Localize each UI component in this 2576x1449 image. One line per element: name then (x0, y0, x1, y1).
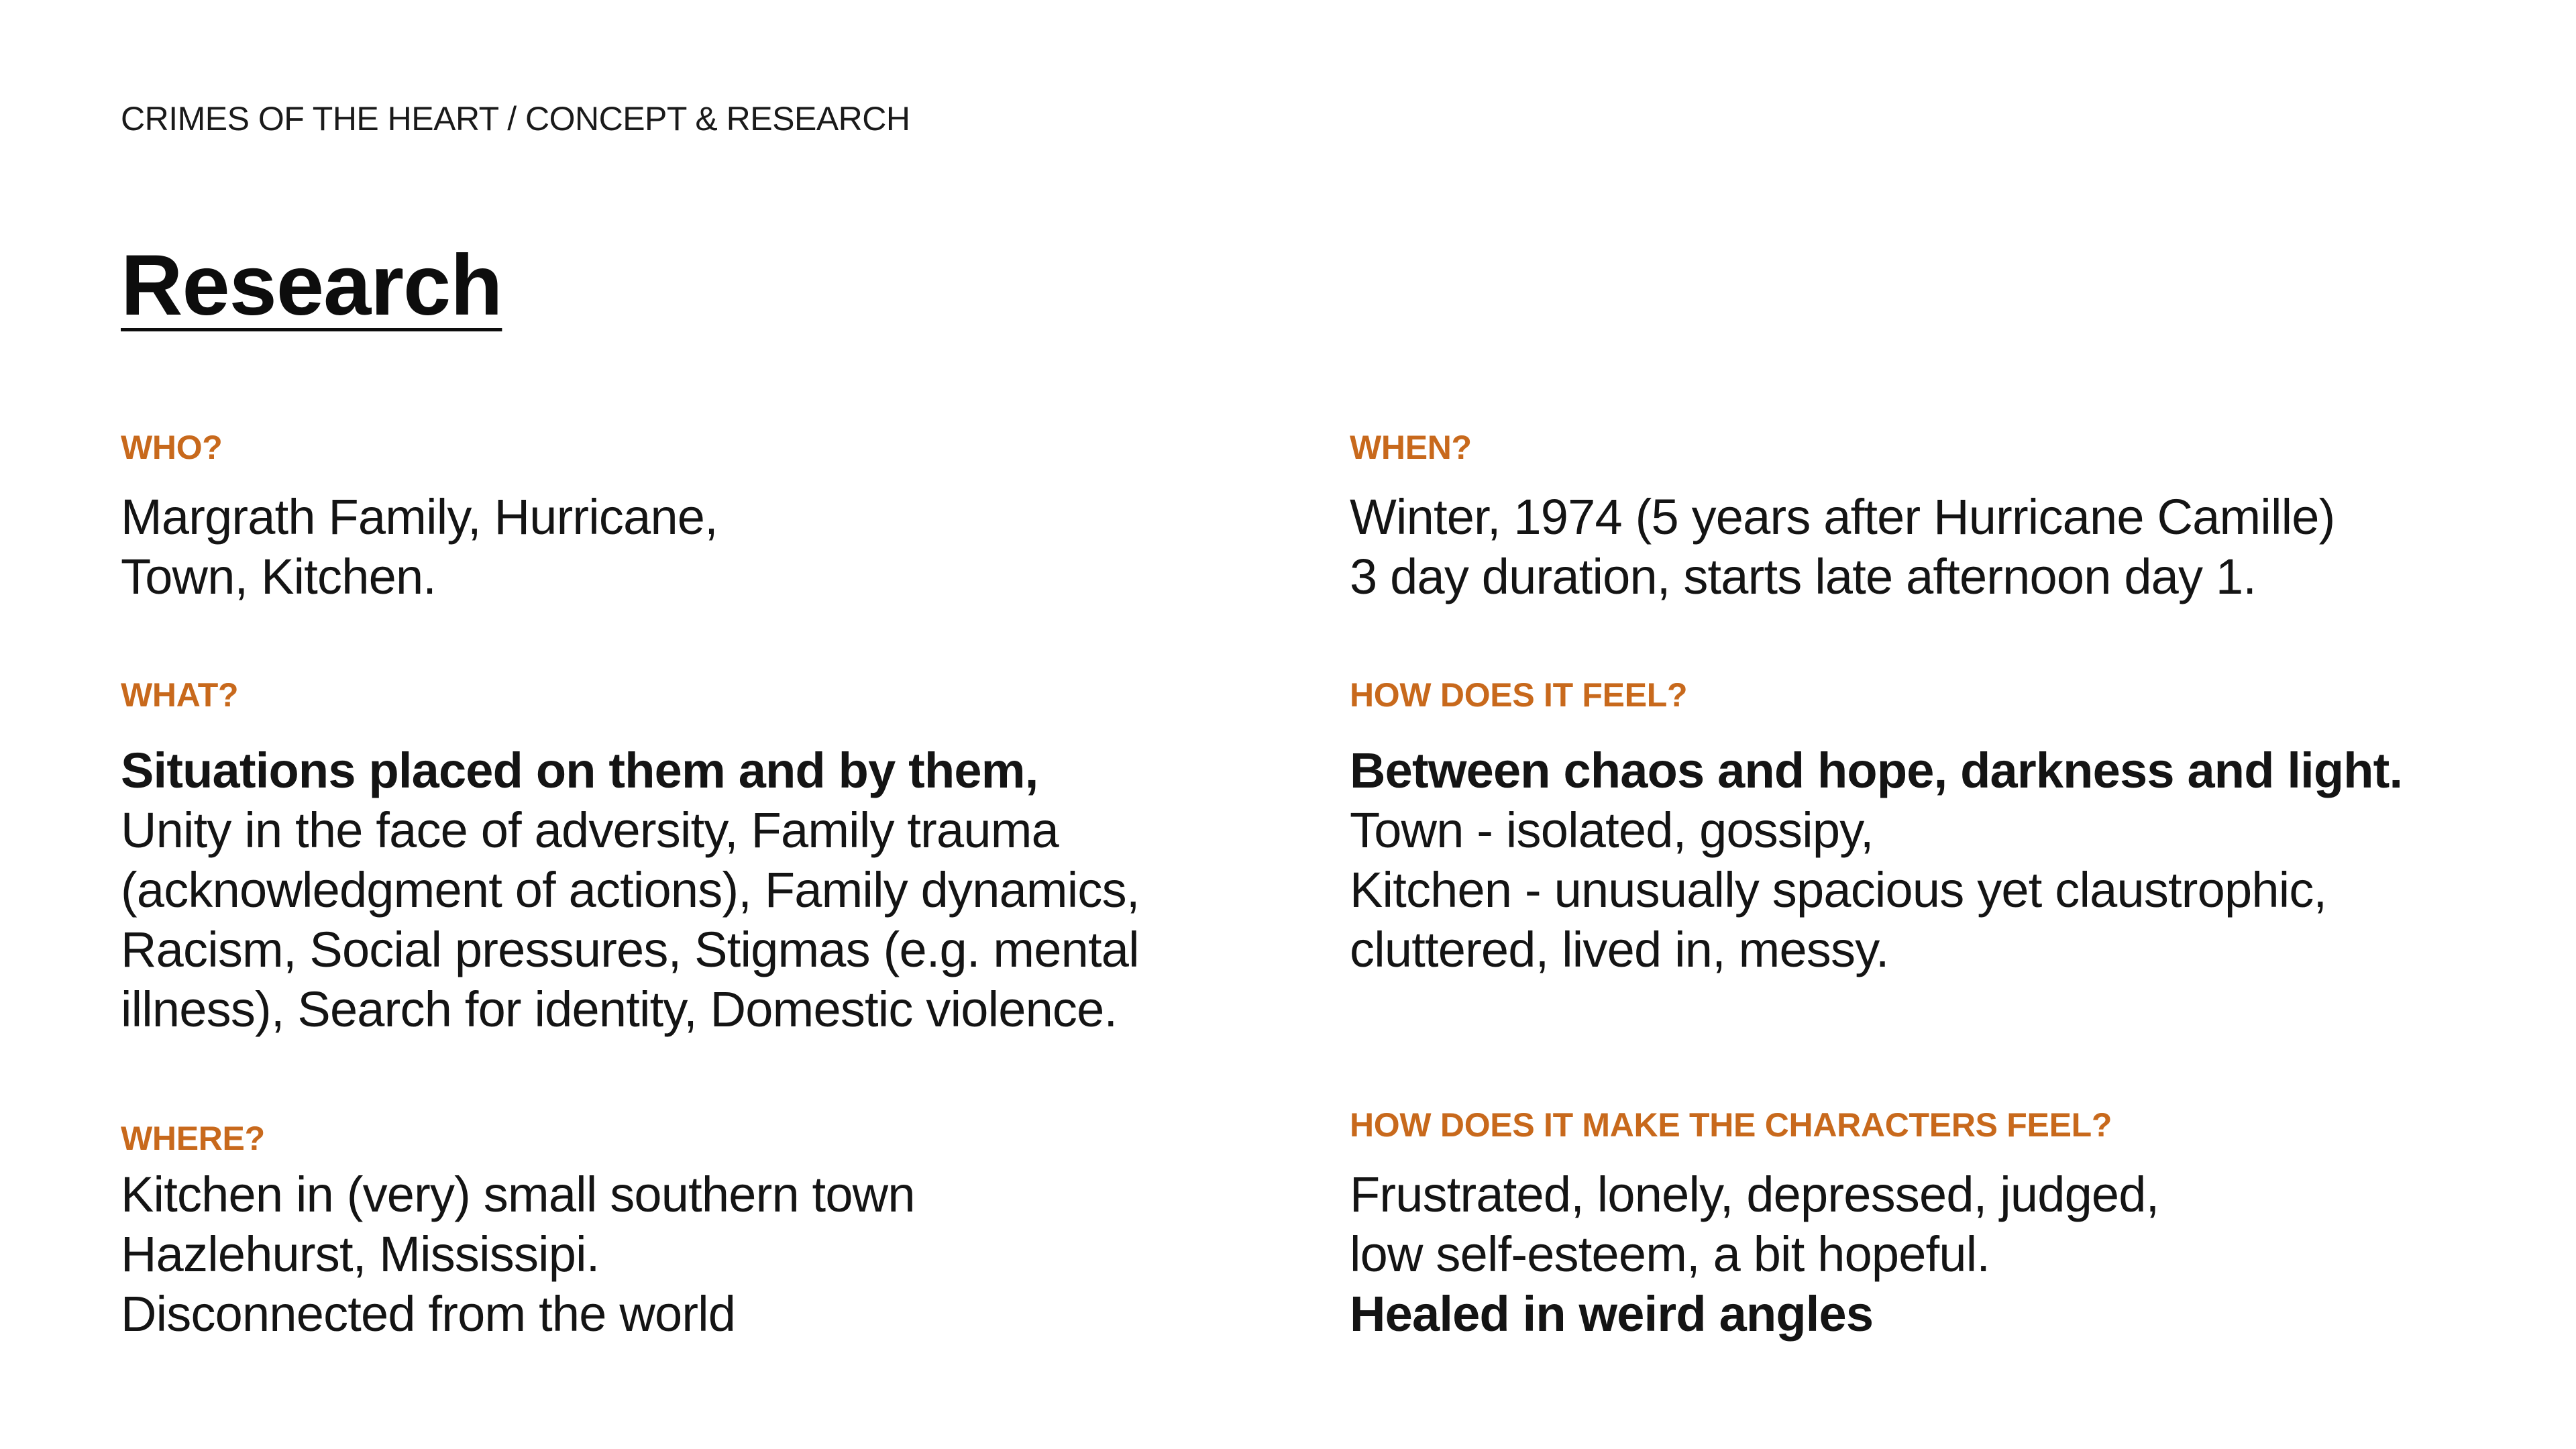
section-text-line: Frustrated, lonely, depressed, judged, (1350, 1167, 2159, 1222)
section-text-line: (acknowledgment of actions), Family dynamics, (121, 862, 1140, 918)
section-text-line: Unity in the face of adversity, Family trauma (121, 802, 1059, 858)
section-text-line: Kitchen - unusually spacious yet claustrophic, (1350, 862, 2327, 918)
section-characters-feel (1350, 1108, 2504, 1344)
section-text-line: low self-esteem, a bit hopeful. (1350, 1226, 1990, 1282)
section-text-line: Town - isolated, gossipy, (1350, 802, 1874, 858)
page-title: Research (121, 237, 502, 333)
section-what (121, 678, 1275, 1039)
section-text-line: cluttered, lived in, messy. (1350, 922, 1889, 977)
section-emphasis-line: Between chaos and hope, darkness and light. (1350, 743, 2403, 798)
section-where (121, 1122, 1275, 1344)
section-who (121, 431, 1275, 606)
section-label: WHO? (121, 429, 223, 466)
section-text-line: 3 day duration, starts late afternoon day 1. (1350, 549, 2257, 604)
breadcrumb: CRIMES OF THE HEART / CONCEPT & RESEARCH (121, 100, 910, 138)
section-emphasis-line: Healed in weird angles (1350, 1286, 1874, 1342)
section-body (121, 1165, 1275, 1344)
section-body (121, 741, 1275, 1039)
section-text-line: illness), Search for identity, Domestic violence. (121, 981, 1118, 1037)
section-emphasis-line: Situations placed on them and by them, (121, 743, 1038, 798)
section-label: WHEN? (1350, 429, 1472, 466)
section-how-does-it-feel (1350, 678, 2504, 979)
section-text-line: Winter, 1974 (5 years after Hurricane Camille) (1350, 489, 2335, 545)
section-body (121, 487, 1275, 606)
section-label: HOW DOES IT MAKE THE CHARACTERS FEEL? (1350, 1106, 2112, 1144)
section-text-line: Disconnected from the world (121, 1286, 736, 1342)
section-text-line: Hazlehurst, Mississipi. (121, 1226, 600, 1282)
section-body (1350, 487, 2504, 606)
section-label: HOW DOES IT FEEL? (1350, 676, 1688, 714)
section-label: WHAT? (121, 676, 239, 714)
section-text-line: Racism, Social pressures, Stigmas (e.g. mental (121, 922, 1139, 977)
section-when (1350, 431, 2504, 606)
section-label: WHERE? (121, 1120, 265, 1157)
section-body (1350, 1165, 2504, 1344)
section-text-line: Town, Kitchen. (121, 549, 437, 604)
section-text-line: Kitchen in (very) small southern town (121, 1167, 915, 1222)
section-text-line: Margrath Family, Hurricane, (121, 489, 718, 545)
section-body (1350, 741, 2504, 979)
